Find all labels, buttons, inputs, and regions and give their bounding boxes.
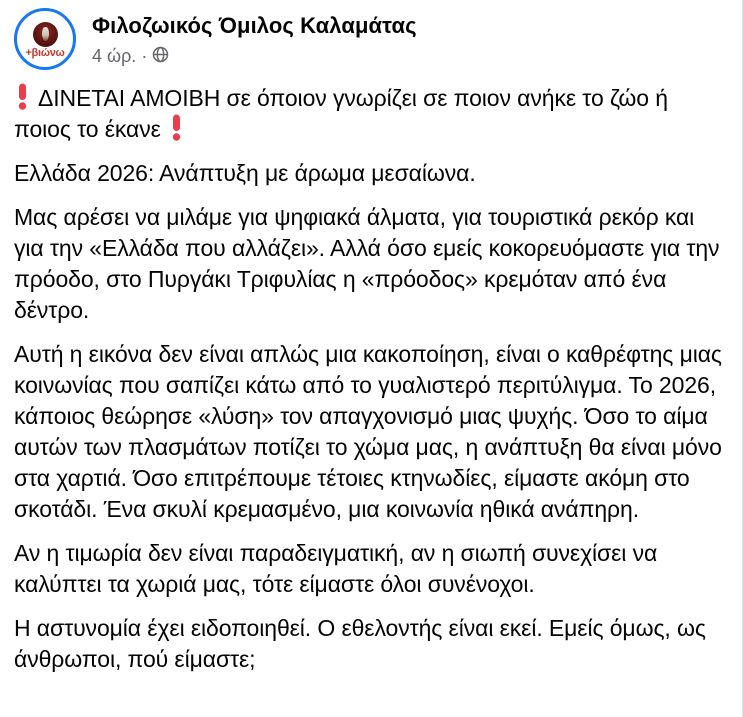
red-exclamation-emoji xyxy=(16,83,29,110)
meta-separator: · xyxy=(141,46,148,66)
post-paragraph: Αν η τιμωρία δεν είναι παραδειγματική, αν η σιωπή συνεχίσει να καλύπτει τα χωριά μας, τότε είμαστε όλοι συνένοχοι. xyxy=(14,540,658,597)
avatar-logo-text: +βιώνω xyxy=(25,46,65,59)
post-paragraph: Ελλάδα 2026: Ανάπτυξη με άρωμα μεσαίωνα. xyxy=(14,160,476,186)
avatar-logo-mark xyxy=(33,22,58,47)
post-body xyxy=(0,70,742,675)
post-header xyxy=(0,0,742,70)
page-name-link[interactable]: Φιλοζωικός Όμιλος Καλαμάτας xyxy=(92,13,417,38)
header-text xyxy=(92,8,417,67)
globe-public-icon xyxy=(152,46,169,67)
post-paragraph: Μας αρέσει να μιλάμε για ψηφιακά άλματα, για τουριστικά ρεκόρ και για την «Ελλάδα που αλλάζει». Αλλά όσο εμείς κοκορευόμαστε για την πρόοδο, στο Πυργάκι Τριφυλίας η «πρόοδος» κρεμόταν από ένα δέντρο. xyxy=(14,204,720,323)
paragraph-text: ΔΙΝΕΤΑΙ ΑΜΟΙΒΗ σε όποιον γνωρίζει σε ποιον ανήκε το ζώο ή ποιος το έκανε xyxy=(14,85,668,142)
post-meta xyxy=(92,45,417,67)
post-paragraph xyxy=(14,83,726,145)
page-avatar[interactable] xyxy=(14,8,76,70)
red-exclamation-emoji xyxy=(170,114,183,141)
post-paragraph: Η αστυνομία έχει ειδοποιηθεί. Ο εθελοντής είναι εκεί. Εμείς όμως, ως άνθρωποι, πού είμαστε; xyxy=(14,615,706,672)
post-timestamp[interactable]: 4 ώρ. xyxy=(92,46,137,66)
post-paragraph: Αυτή η εικόνα δεν είναι απλώς μια κακοποίηση, είναι ο καθρέφτης μιας κοινωνίας που σαπίζει κάτω από το γυαλιστερό περιτύλιγμα. Το 2026, κάποιος θεώρησε «λύση» τον απαγχονισμό μιας ψυχής. Όσο το αίμα αυτών των πλασμάτων ποτίζει το χώμα μας, η ανάπτυξη θα είναι μόνο στα χαρτιά. Όσο επιτρέπουμε τέτοιες κτηνωδίες, είμαστε ακόμη στο σκοτάδι. Ένα σκυλί κρεμασμένο, μια κοινωνία ηθικά ανάπηρη. xyxy=(14,341,722,522)
